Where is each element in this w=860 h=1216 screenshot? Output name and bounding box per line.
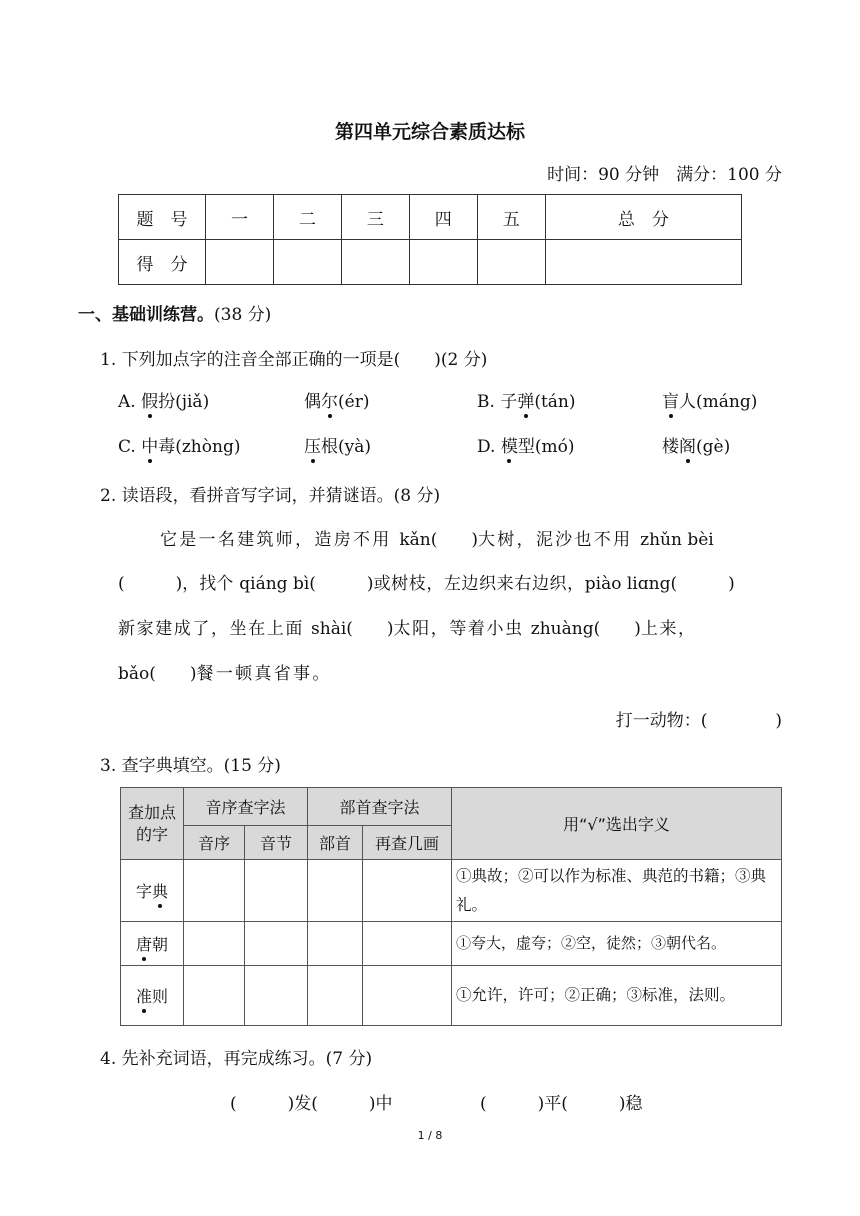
option-c-word-2: [304, 432, 371, 457]
option-word: 偶: [304, 392, 321, 412]
dict-row: [121, 966, 782, 1026]
score-header-cell: 二: [273, 195, 341, 240]
dotted-char: 压: [304, 432, 321, 457]
header-meaning: 用“√”选出字义: [452, 788, 782, 860]
header-bushou: 部首: [308, 826, 363, 860]
dict-blank[interactable]: [245, 860, 308, 922]
score-table: [118, 194, 742, 285]
score-header-cell: 三: [341, 195, 409, 240]
question-2-stem: 2. 读语段，看拼音写字词，并猜谜语。(8 分): [100, 486, 441, 506]
header-yinxu-group: 音序查字法: [184, 788, 308, 826]
section-1-title: 一、基础训练营。: [78, 305, 214, 325]
score-header-cell: 四: [409, 195, 477, 240]
dict-meaning[interactable]: ①夸大，虚夸；②空，徒然；③朝代名。: [452, 922, 782, 966]
question-1-stem: 1. 下列加点字的注音全部正确的一项是( )(2 分): [100, 350, 488, 370]
option-d-word-2: [662, 432, 730, 457]
score-value-row: [119, 240, 742, 285]
pinyin-blank[interactable]: shài( ): [311, 619, 394, 639]
pinyin-blank[interactable]: piào liɑng( ): [584, 574, 735, 594]
dict-blank[interactable]: [308, 922, 363, 966]
option-letter: B.: [477, 392, 495, 412]
section-1-points: (38 分): [214, 305, 272, 325]
dotted-char: 假: [141, 387, 158, 412]
option-word: 根(yà): [321, 437, 372, 457]
option-word: 型(mó): [517, 437, 575, 457]
score-header-cell: 一: [206, 195, 274, 240]
passage-text: 新家建成了，坐在上面: [118, 619, 304, 639]
dict-row: [121, 922, 782, 966]
header-yinjie: 音节: [245, 826, 308, 860]
dict-meaning[interactable]: ①典故；②可以作为标准、典范的书籍；③典礼。: [452, 860, 782, 922]
score-cell[interactable]: [273, 240, 341, 285]
question-4-stem: 4. 先补充词语，再完成练习。(7 分): [100, 1049, 373, 1069]
pinyin-blank[interactable]: ( )，找个: [118, 574, 234, 594]
passage-line-1: [160, 525, 714, 550]
dict-blank[interactable]: [245, 922, 308, 966]
header-char: 查加点的字: [121, 788, 184, 860]
option-letter: C.: [118, 437, 136, 457]
passage-line-3: [118, 614, 697, 639]
pinyin-blank[interactable]: kǎn( ): [399, 530, 478, 550]
page-number: 1 / 8: [417, 1129, 443, 1142]
dotted-char: 尔: [321, 387, 338, 412]
option-word: 楼: [662, 437, 679, 457]
dotted-char: 模: [501, 432, 518, 457]
option-a-word-2: [304, 387, 369, 412]
section-1-heading: [78, 300, 271, 325]
dict-blank[interactable]: [308, 860, 363, 922]
option-d[interactable]: [477, 432, 574, 457]
option-letter: D.: [477, 437, 496, 457]
option-word: 扮(jiǎ): [158, 392, 210, 412]
passage-line-2: [118, 569, 735, 594]
header-bushou-group: 部首查字法: [308, 788, 452, 826]
idiom-blank-2[interactable]: ( )平( )稳: [480, 1094, 643, 1114]
exam-meta: 时间：90 分钟 满分：100 分: [547, 165, 782, 185]
option-word: 毒(zhòng): [158, 437, 241, 457]
option-pinyin: (gè): [696, 437, 731, 457]
option-word: 人(máng): [679, 392, 758, 412]
dict-row: [121, 860, 782, 922]
score-header-row: [119, 195, 742, 240]
passage-text: 太阳，等着小虫: [393, 619, 524, 639]
dict-blank[interactable]: [184, 922, 245, 966]
option-letter: A.: [118, 392, 136, 412]
score-header-cell: 五: [477, 195, 545, 240]
dict-char: 字典: [121, 860, 184, 922]
question-3-stem: 3. 查字典填空。(15 分): [100, 756, 281, 776]
score-header-cell: 总 分: [545, 195, 741, 240]
dotted-char: 阁: [679, 432, 696, 457]
option-pinyin: (ér): [338, 392, 370, 412]
passage-text: 或树枝，左边织来右边织，: [373, 574, 585, 594]
dotted-char: 中: [141, 432, 158, 457]
pinyin-blank[interactable]: zhǔn bèi: [640, 530, 714, 550]
score-cell[interactable]: [545, 240, 741, 285]
option-c[interactable]: [118, 432, 240, 457]
dict-blank[interactable]: [363, 860, 452, 922]
score-cell[interactable]: [341, 240, 409, 285]
score-row-label: 得 分: [119, 240, 206, 285]
passage-text: 大树，泥沙也不用: [477, 530, 633, 550]
passage-text: 餐一顿真省事。: [196, 664, 332, 684]
pinyin-blank[interactable]: bǎo( ): [118, 664, 197, 684]
dict-blank[interactable]: [308, 966, 363, 1026]
dict-char: 唐朝: [121, 922, 184, 966]
option-b[interactable]: [477, 387, 576, 412]
option-pinyin: (tán): [534, 392, 576, 412]
passage-text: 上来，: [640, 619, 697, 639]
dict-blank[interactable]: [184, 966, 245, 1026]
dict-header-row: [121, 788, 782, 826]
pinyin-blank[interactable]: zhuàng( ): [530, 619, 641, 639]
score-cell[interactable]: [409, 240, 477, 285]
passage-line-4: [118, 659, 332, 684]
score-header-cell: 题 号: [119, 195, 206, 240]
dict-meaning[interactable]: ①允许，许可；②正确；③标准，法则。: [452, 966, 782, 1026]
dict-blank[interactable]: [363, 922, 452, 966]
dotted-char: 弹: [517, 387, 534, 412]
dict-char: 准则: [121, 966, 184, 1026]
option-b-word-2: [662, 387, 757, 412]
score-cell[interactable]: [477, 240, 545, 285]
idiom-blank-1[interactable]: ( )发( )中: [230, 1094, 393, 1114]
pinyin-blank[interactable]: qiáng bì( ): [239, 574, 374, 594]
header-yinxu: 音序: [184, 826, 245, 860]
dict-blank[interactable]: [184, 860, 245, 922]
page-title: 第四单元综合素质达标: [334, 121, 525, 143]
score-cell[interactable]: [206, 240, 274, 285]
option-word: 子: [500, 392, 518, 412]
dictionary-table: [120, 787, 782, 1026]
header-zaicha: 再查几画: [363, 826, 452, 860]
riddle-answer[interactable]: 打一动物：( ): [615, 711, 782, 731]
dict-blank[interactable]: [245, 966, 308, 1026]
dict-blank[interactable]: [363, 966, 452, 1026]
passage-text: 它是一名建筑师，造房不用: [160, 530, 392, 550]
option-a[interactable]: [118, 387, 209, 412]
dotted-char: 盲: [662, 387, 679, 412]
